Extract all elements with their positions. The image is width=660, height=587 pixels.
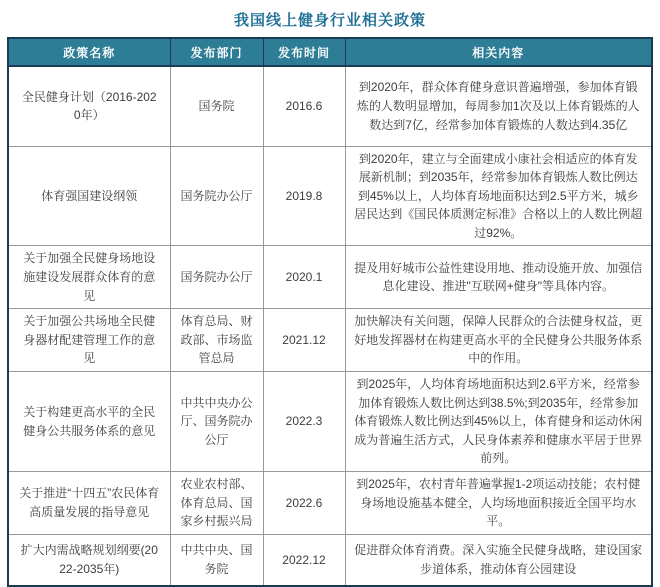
- table-row: [8, 146, 652, 246]
- issuing-dept-cell: 中共中央、国务院: [170, 534, 263, 586]
- issue-date-cell: 2022.12: [263, 534, 345, 586]
- issue-date-cell: 2019.8: [263, 146, 345, 246]
- issuing-dept-cell: 国务院: [170, 66, 263, 146]
- policy-name-cell: 体育强国建设纲领: [8, 146, 170, 246]
- issue-date-cell: 2021.12: [263, 309, 345, 372]
- column-header-related-content: 相关内容: [345, 38, 652, 66]
- related-content-cell: 提及用好城市公益性建设用地、推动设施开放、加强信息化建设、推进"互联网+健身"等具体内容。: [345, 246, 652, 309]
- policy-name-cell: 扩大内需战略规划纲要(2022-2035年): [8, 534, 170, 586]
- table-row: [8, 246, 652, 309]
- table-header-row: [8, 38, 652, 66]
- policy-name-cell: 关于加强公共场地全民健身器材配建管理工作的意见: [8, 309, 170, 372]
- policy-name-cell: 关于推进“十四五”农民体育高质量发展的指导意见: [8, 472, 170, 535]
- policy-name-cell: 关于构建更高水平的全民健身公共服务体系的意见: [8, 372, 170, 472]
- policy-name-cell: 全民健身计划（2016-2020年）: [8, 66, 170, 146]
- policy-name-cell: 关于加强全民健身场地设施建设发展群众体育的意见: [8, 246, 170, 309]
- issue-date-cell: 2022.6: [263, 472, 345, 535]
- issuing-dept-cell: 农业农村部、体育总局、国家乡村振兴局: [170, 472, 263, 535]
- table-row: [8, 372, 652, 472]
- table-row: [8, 472, 652, 535]
- related-content-cell: 加快解决有关问题，保障人民群众的合法健身权益，更好地发挥器材在构建更高水平的全民健身公共服务体系中的作用。: [345, 309, 652, 372]
- issuing-dept-cell: 中共中央办公厅、国务院办公厅: [170, 372, 263, 472]
- table-row: [8, 66, 652, 146]
- related-content-cell: 到2025年，农村青年普遍掌握1-2项运动技能；农村健身场地设施基本健全，人均场地面积接近全国平均水平。: [345, 472, 652, 535]
- related-content-cell: 促进群众体育消费。深入实施全民健身战略，建设国家步道体系，推动体育公园建设: [345, 534, 652, 586]
- issuing-dept-cell: 国务院办公厅: [170, 146, 263, 246]
- issue-date-cell: 2022.3: [263, 372, 345, 472]
- column-header-issue-date: 发布时间: [263, 38, 345, 66]
- policy-table: [7, 37, 653, 587]
- related-content-cell: 到2025年，人均体育场地面积达到2.6平方米，经常参加体育锻炼人数比例达到38.5%;到2035年，经常参加体育锻炼人数比例达到45%以上，体育健身和运动休闲成为普遍生活方式，人民身体素养和健康水平居于世界前列。: [345, 372, 652, 472]
- table-row: [8, 534, 652, 586]
- issuing-dept-cell: 体育总局、财政部、市场监管总局: [170, 309, 263, 372]
- issue-date-cell: 2016.6: [263, 66, 345, 146]
- issuing-dept-cell: 国务院办公厅: [170, 246, 263, 309]
- page-title: 我国线上健身行业相关政策: [233, 12, 426, 29]
- related-content-cell: 到2020年，建立与全面建成小康社会相适应的体育发展新机制；到2035年，经常参加体育锻炼人数比例达到45%以上，人均体育场地面积达到2.5平方米，城乡居民达到《国民体质测定标准》合格以上的人数比例超过92%。: [345, 146, 652, 246]
- table-row: [8, 309, 652, 372]
- column-header-issuing-dept: 发布部门: [170, 38, 263, 66]
- column-header-policy-name: 政策名称: [8, 38, 170, 66]
- issue-date-cell: 2020.1: [263, 246, 345, 309]
- related-content-cell: 到2020年，群众体育健身意识普遍增强，参加体育锻炼的人数明显增加，每周参加1次及以上体育锻炼的人数达到7亿，经常参加体育锻炼的人数达到4.35亿: [345, 66, 652, 146]
